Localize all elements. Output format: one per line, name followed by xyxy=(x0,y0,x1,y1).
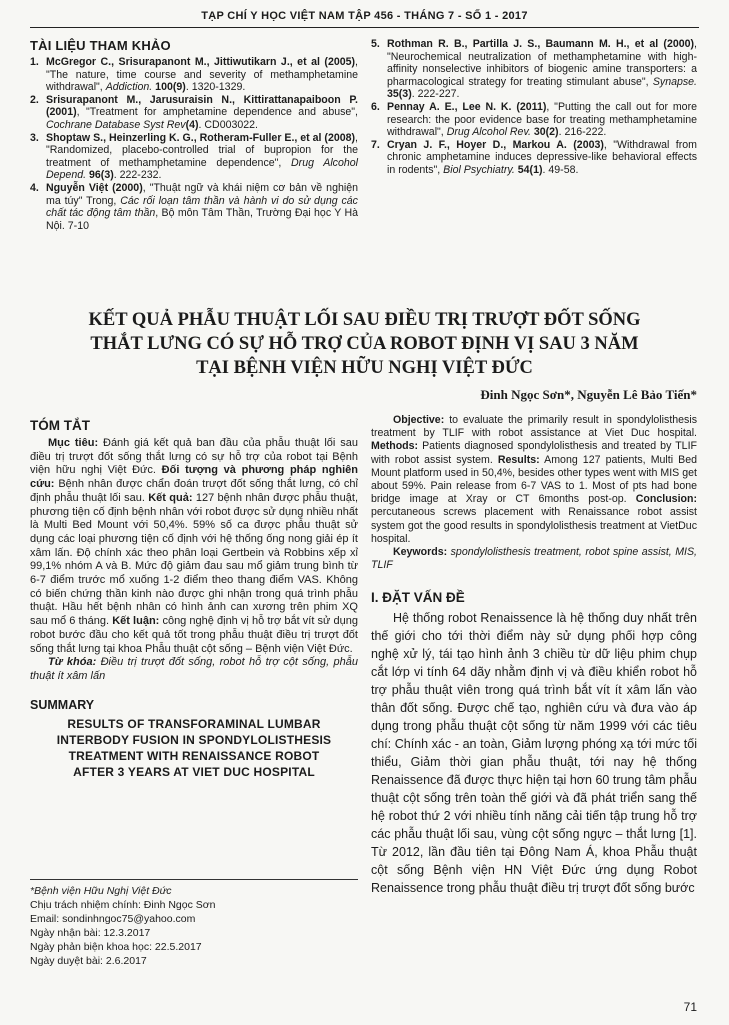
reference-item: 7. Cryan J. F., Hoyer D., Markou A. (2003), "Withdrawal from chronic amphetamine induces depressive-like behavioral effects in rodents", Biol Psychiatry. 54(1). 49-58. xyxy=(371,138,697,176)
citation: [1] xyxy=(679,827,694,842)
article-authors: Đinh Ngọc Sơn*, Nguyễn Lê Bảo Tiến* xyxy=(480,387,697,402)
reference-item: 2. Srisurapanont M., Jarusuraisin N., Kittirattanapaiboon P. (2001), "Treatment for amphetamine dependence and abuse", Cochrane Database Syst Rev(4). CD003022. xyxy=(30,93,358,131)
abstract-vn-body: Mục tiêu: Đánh giá kết quả ban đầu của phẫu thuật lối sau điều trị trượt đốt sống thắt lưng có sự hỗ trợ của robot tại Bệnh viện hữu nghị Việt Đức. Đối tượng và phương pháp nghiên cứu: Bệnh nhân được chẩn đoán trượt đốt sống thắt lưng, có chỉ định phẫu thuật lối sau. Kết quả: 127 bệnh nhân được phẫu thuật, phương tiện cố định bệnh nhân với robot được sử dụng nhiều nhất là Multi Bed Mount với 50,4%. 59% số ca được phẫu thuật sử dụng các loại phương tiện cố định với hệ thống ống nong giải ép ít xâm lấn. Độ chính xác theo phân loại Gertbein và Robbins xếp xỉ 99,1% nhóm A và B. Mức độ giảm đau sau mổ giảm trung bình từ 6-7 điểm trước mổ xuống 1-2 điểm theo thang điểm VAS. Không có biến chứng thần kinh nào được ghi nhận trong quá trình phẫu thuật. Hầu hết bệnh nhân có hình ảnh can xương trên phim XQ sau mổ 6 tháng. Kết luận: công nghệ định vị hỗ trợ bắt vít sử dụng robot bước đầu cho kết quả tốt trong phẫu thuật điều trị trượt đốt sống thắt lưng tại khoa Phẫu thuật cột sống – Bệnh viện Việt Đức. xyxy=(30,437,358,655)
references-right xyxy=(371,38,697,177)
abstract-en-keywords: Keywords: spondylolisthesis treatment, robot spine assist, MIS, TLIF xyxy=(371,546,697,572)
footnote-received: Ngày nhận bài: 12.3.2017 xyxy=(30,927,151,939)
abstract-en-column xyxy=(371,414,697,897)
reference-item: 5. Rothman R. B., Partilla J. S., Baumann M. H., et al (2000), "Neurochemical neutralization of methamphetamine with high-affinity nonselective inhibitors of biogenic amine transporters: a pharmacological strategy for treating stimulant abuse", Synapse. 35(3). 222-227. xyxy=(371,38,697,101)
footnote-responsible: Chịu trách nhiệm chính: Đinh Ngọc Sơn xyxy=(30,899,216,911)
references-title: TÀI LIỆU THAM KHẢO xyxy=(30,38,171,53)
introduction-body: Hệ thống robot Renaissence là hệ thống duy nhất trên thế giới cho tới thời điểm này sử dụng phối hợp công nghệ xử lý, tái tạo hình ảnh 3 chiều từ dữ liệu phim chụp cắt lớp vi tính 64 dãy nhằm định vị và điều khiển robot hỗ trợ phẫu thuật viên trong quá trình bắt vít ít xâm lấn vào thân đốt sống. Được chế tạo, nghiên cứu và đưa vào áp dụng trong phẫu thuật cột sống từ năm 1999 với các tiêu chí: Chính xác - an toàn, Giảm lượng phóng xạ tới mức tối thiểu, Giảm thời gian phẫu thuật, tới nay hệ thống Renaissence đã được thực hiện tại hơn 60 trung tâm phẫu thuật cột sống trên toàn thế giới và đã phát triển sang thế hệ robot thứ 2 với nhiều tính năng cải tiến tập trung hỗ trợ các phẫu thuật lối sau, vùng cột sống ngực – thắt lưng [1]. Từ 2012, lần đầu tiên tại Đông Nam Á, khoa Phẫu thuật cột sống Bệnh viện HN Việt Đức ứng dụng Robot Renaissence trong phẫu thuật điều trị trượt đốt sống bước xyxy=(371,611,697,896)
abstract-vn-column xyxy=(30,418,358,780)
summary-title: RESULTS OF TRANSFORAMINAL LUMBAR INTERBODY FUSION IN SPONDYLOLISTHESIS TREATMENT WITH RENAISSANCE ROBOT AFTER 3 YEARS AT VIET DUC HOSPITAL xyxy=(56,716,332,779)
abstract-en-body: Objective: to evaluate the primarily result in spondylolisthesis treatment by TLIF with robot assistance at Viet Duc hospital. Methods: Patients diagnosed spondylolisthesis and treated by TLIF with robot assist system. Results: Among 127 patients, Multi Bed Mount platform used in 50,4%, besides other types went with MIS get about 59%. Pain release from 6-7 VAS to 1. Most of pts had bone bridge image at Xray or CT 6months post-op. Conclusion: percutaneous screws placement with Renaissance robot assist system got the good results in spondylolisthesis treatment at VietDuc hospital. xyxy=(371,414,697,545)
page-number: 71 xyxy=(683,1000,697,1014)
reference-item: 4. Nguyễn Việt (2000), "Thuật ngữ và khái niệm cơ bản về nghiện ma túy" Trong, Các rối loạn tâm thần và hành vi do sử dụng các chất tác động tâm thần, Bộ môn Tâm Thần, Trường Đại học Y Hà Nội. 7-10 xyxy=(30,181,358,232)
running-header: TẠP CHÍ Y HỌC VIỆT NAM TẬP 456 - THÁNG 7 - SỐ 1 - 2017 xyxy=(30,10,699,28)
abstract-vn-keywords: Từ khóa: Điều trị trượt đốt sống, robot hỗ trợ cột sống, phẫu thuật ít xâm lấn xyxy=(30,656,359,682)
summary-heading: SUMMARY xyxy=(30,697,95,712)
introduction-heading: I. ĐẶT VẤN ĐỀ xyxy=(371,590,465,606)
reference-item: 6. Pennay A. E., Lee N. K. (2011), "Putting the call out for more research: the poor evidence base for treating methamphetamine withdrawal", Drug Alcohol Rev. 30(2). 216-222. xyxy=(371,100,697,139)
abstract-vn-heading: TÓM TẮT xyxy=(30,418,90,433)
reference-item: 1. McGregor C., Srisurapanont M., Jittiwutikarn J., et al (2005), "The nature, time course and severity of methamphetamine withdrawal", Addiction. 100(9). 1320-1329. xyxy=(30,56,358,94)
article-title: KẾT QUẢ PHẪU THUẬT LỐI SAU ĐIỀU TRỊ TRƯỢT ĐỐT SỐNG THẮT LƯNG CÓ SỰ HỖ TRỢ CỦA ROBOT ĐỊNH VỊ SAU 3 NĂM TẠI BỆNH VIỆN HỮU NGHỊ VIỆT ĐỨC xyxy=(88,310,641,378)
reference-item: 3. Shoptaw S., Heinzerling K. G., Rotheram-Fuller E., et al (2008), "Randomized, placebo-controlled trial of bupropion for the treatment of methamphetamine dependence", Drug Alcohol Depend. 96(3). 222-232. xyxy=(30,131,358,182)
references-left xyxy=(30,38,358,232)
footnote-affiliation: *Bệnh viện Hữu Nghị Việt Đức xyxy=(30,885,172,897)
footnote-reviewed: Ngày phản biện khoa học: 22.5.2017 xyxy=(30,941,202,953)
footnote-accepted: Ngày duyệt bài: 2.6.2017 xyxy=(30,955,147,967)
footnotes xyxy=(30,879,358,968)
footnote-email: Email: sondinhngoc75@yahoo.com xyxy=(30,913,196,925)
